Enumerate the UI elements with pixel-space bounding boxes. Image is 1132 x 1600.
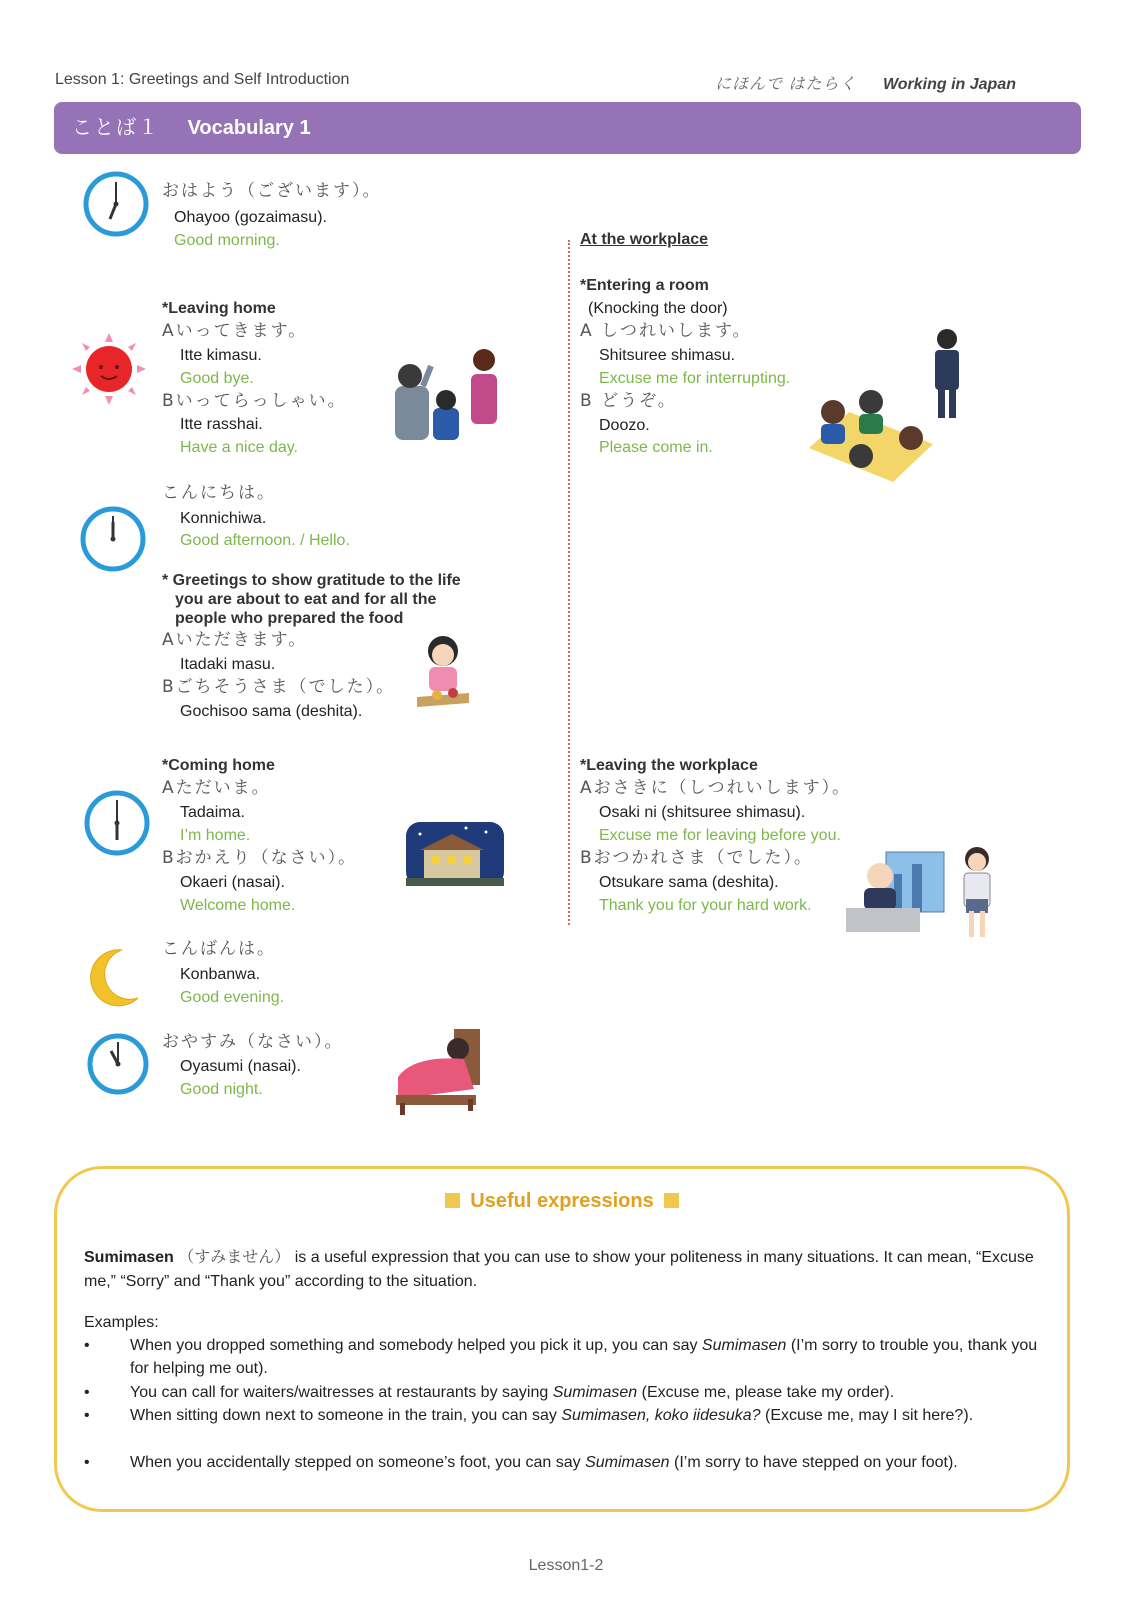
intro-bold: Sumimasen xyxy=(84,1249,174,1266)
example-phrase: Sumimasen xyxy=(701,1337,787,1354)
example-text: (I’m sorry to trouble you, thank you for helping me out). xyxy=(130,1337,1038,1377)
example-text: (Excuse me, please take my order). xyxy=(637,1384,895,1401)
example-item xyxy=(84,1334,1044,1380)
bullet-icon: • xyxy=(84,1384,90,1401)
entering-a-romaji: Shitsuree shimasu. xyxy=(599,347,736,364)
entering-b-jp: B どうぞ。 xyxy=(580,391,677,411)
banner-en: Vocabulary 1 xyxy=(187,117,311,139)
office-boss-icon xyxy=(846,850,946,934)
section-banner xyxy=(54,102,1081,154)
bullet-icon: • xyxy=(84,1407,90,1424)
useful-title-text: Useful expressions xyxy=(470,1190,654,1212)
clock-12-icon xyxy=(80,506,146,572)
konnichiwa-jp: こんにちは。 xyxy=(162,483,276,503)
leaving-home-a-en: Good bye. xyxy=(180,370,254,387)
entering-b-romaji: Doozo. xyxy=(599,417,650,434)
entering-a-en: Excuse me for interrupting. xyxy=(599,370,791,387)
example-item xyxy=(84,1381,1044,1404)
ohayoo-romaji: Ohayoo (gozaimasu). xyxy=(174,209,327,226)
book-title-en: Working in Japan xyxy=(882,76,1016,93)
example-text: (I’m sorry to have stepped on your foot). xyxy=(669,1454,958,1471)
leaving-home-b-en: Have a nice day. xyxy=(180,439,298,456)
leaving-home-b-jp: Bいってらっしゃい。 xyxy=(162,391,347,411)
coming-home-a-jp: Aただいま。 xyxy=(162,778,271,798)
square-bullet-icon xyxy=(664,1193,679,1208)
workplace-title: At the workplace xyxy=(580,231,709,248)
intro-rest: is a useful expression that you can use to show your politeness in many situations. It can mean, “Excuse me,” “Sorry” and “Thank you” according to the situation. xyxy=(84,1249,1034,1290)
konbanwa-en: Good evening. xyxy=(180,989,285,1006)
book-title-jp: にほんで はたらく xyxy=(715,76,857,93)
coming-home-a-romaji: Tadaima. xyxy=(180,804,245,821)
entering-a-jp: A しつれいします。 xyxy=(580,321,752,341)
example-item xyxy=(84,1404,1044,1427)
example-phrase: Sumimasen xyxy=(585,1454,670,1471)
bullet-icon: • xyxy=(84,1454,90,1471)
moon-icon xyxy=(88,948,140,1008)
book-title xyxy=(715,71,1016,94)
example-text: When sitting down next to someone in the train, you can say xyxy=(130,1407,562,1424)
leaving-home-b-romaji: Itte rasshai. xyxy=(180,416,263,433)
gratitude-heading-1: * Greetings to show gratitude to the life xyxy=(162,572,461,589)
ohayoo-jp: おはよう（ございます）。 xyxy=(162,181,382,201)
coming-home-b-romaji: Okaeri (nasai). xyxy=(180,874,285,891)
gratitude-b-jp: Bごちそうさま（でした）。 xyxy=(162,677,396,697)
bullet-icon: • xyxy=(84,1337,90,1354)
leaving-work-b-en: Thank you for your hard work. xyxy=(599,897,812,914)
coming-home-heading: *Coming home xyxy=(162,757,275,774)
gratitude-a-romaji: Itadaki masu. xyxy=(180,656,276,673)
example-text: You can call for waiters/waitresses at restaurants by saying xyxy=(130,1384,553,1401)
entering-heading: *Entering a room xyxy=(580,277,709,294)
leaving-home-a-romaji: Itte kimasu. xyxy=(180,347,262,364)
oyasumi-en: Good night. xyxy=(180,1081,263,1098)
clock-11-icon xyxy=(87,1033,149,1095)
banner-jp: ことば１ xyxy=(72,117,160,139)
gratitude-b-romaji: Gochisoo sama (deshita). xyxy=(180,703,363,720)
gratitude-heading-2: you are about to eat and for all the xyxy=(175,591,437,608)
leaving-work-a-jp: Aおさきに（しつれいします）。 xyxy=(580,778,852,798)
useful-title xyxy=(0,1190,1124,1213)
konbanwa-jp: こんばんは。 xyxy=(162,939,276,959)
family-waving-icon xyxy=(393,346,501,444)
gratitude-heading-3: people who prepared the food xyxy=(175,610,404,627)
example-phrase: Sumimasen xyxy=(552,1384,638,1401)
leaving-work-a-romaji: Osaki ni (shitsuree shimasu). xyxy=(599,804,806,821)
leaving-work-a-en: Excuse me for leaving before you. xyxy=(599,827,841,844)
man-standing-icon xyxy=(930,328,964,420)
leaving-work-b-jp: Bおつかれさま（でした）。 xyxy=(580,848,813,868)
sleeping-bed-icon xyxy=(394,1025,484,1117)
oyasumi-romaji: Oyasumi (nasai). xyxy=(180,1058,301,1075)
lesson-title: Lesson 1: Greetings and Self Introduction xyxy=(55,71,350,88)
examples-label: Examples: xyxy=(84,1314,159,1331)
clock-6-icon xyxy=(84,790,150,856)
ohayoo-en: Good morning. xyxy=(174,232,280,249)
intro-jp: （すみません） xyxy=(178,1249,291,1266)
useful-intro xyxy=(84,1246,1044,1294)
leaving-home-a-jp: Aいってきます。 xyxy=(162,321,308,341)
konbanwa-romaji: Konbanwa. xyxy=(180,966,261,983)
page-number: Lesson1-2 xyxy=(528,1557,604,1574)
leaving-home-heading: *Leaving home xyxy=(162,300,276,317)
leaving-work-heading: *Leaving the workplace xyxy=(580,757,758,774)
coming-home-b-en: Welcome home. xyxy=(180,897,296,914)
girl-eating-icon xyxy=(415,633,471,707)
entering-b-en: Please come in. xyxy=(599,439,713,456)
clock-7-icon xyxy=(83,171,149,237)
oyasumi-jp: おやすみ（なさい）。 xyxy=(162,1032,344,1052)
coming-home-b-jp: Bおかえり（なさい）。 xyxy=(162,848,358,868)
leaving-work-b-romaji: Otsukare sama (deshita). xyxy=(599,874,779,891)
example-text: When you accidentally stepped on someone’s foot, you can say xyxy=(130,1454,586,1471)
coming-home-a-en: I’m home. xyxy=(180,827,251,844)
house-night-icon xyxy=(406,822,504,886)
konnichiwa-romaji: Konnichiwa. xyxy=(180,510,267,527)
woman-bowing-icon xyxy=(956,845,998,939)
konnichiwa-en: Good afternoon. / Hello. xyxy=(180,532,350,549)
gratitude-a-jp: Aいただきます。 xyxy=(162,630,308,650)
meeting-icon xyxy=(809,326,933,486)
example-text: (Excuse me, may I sit here?). xyxy=(760,1407,974,1424)
column-divider xyxy=(568,240,570,925)
example-phrase: Sumimasen, koko iidesuka? xyxy=(561,1407,761,1424)
sun-icon xyxy=(72,333,146,405)
example-item xyxy=(84,1451,1044,1474)
square-bullet-icon xyxy=(445,1193,460,1208)
example-text: When you dropped something and somebody helped you pick it up, you can say xyxy=(130,1337,702,1354)
entering-note: (Knocking the door) xyxy=(588,300,728,317)
